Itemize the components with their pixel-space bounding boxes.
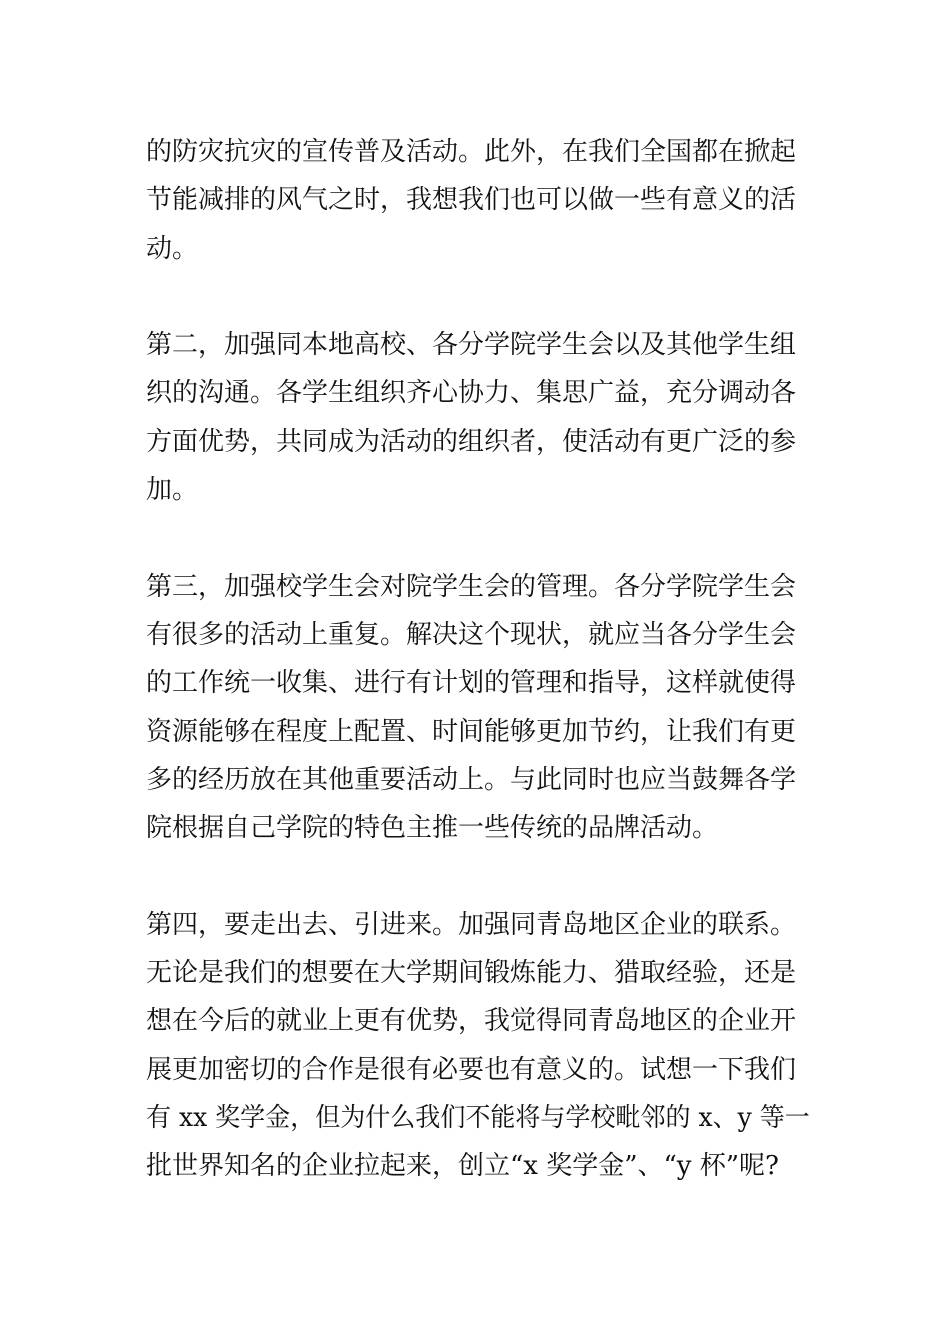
- text-line: 方面优势，共同成为活动的组织者，使活动有更广泛的参: [146, 426, 797, 457]
- text-line: 织的沟通。各学生组织齐心协力、集思广益，充分调动各: [146, 378, 797, 409]
- text-line: 院根据自己学院的特色主推一些传统的品牌活动。: [146, 813, 719, 844]
- text-line: 节能减排的风气之时，我想我们也可以做一些有意义的活: [146, 185, 797, 216]
- text-line: 有很多的活动上重复。解决这个现状，就应当各分学生会: [146, 619, 797, 650]
- text-line: 第三，加强校学生会对院学生会的管理。各分学院学生会: [146, 571, 797, 602]
- text-line: 展更加密切的合作是很有必要也有意义的。试想一下我们: [146, 1054, 797, 1085]
- text-line: 多的经历放在其他重要活动上。与此同时也应当鼓舞各学: [146, 764, 797, 795]
- text-line: 加。: [146, 475, 199, 506]
- text-line: 批世界知名的企业拉起来，创立“x 奖学金”、“y 杯”呢?: [146, 1151, 779, 1182]
- paragraph-4: [146, 901, 810, 1191]
- text-line: 有 xx 奖学金，但为什么我们不能将与学校毗邻的 x、y 等一: [146, 1102, 810, 1133]
- text-line: 第四，要走出去、引进来。加强同青岛地区企业的联系。: [146, 909, 797, 940]
- text-line: 动。: [146, 233, 199, 264]
- text-line: 想在今后的就业上更有优势，我觉得同青岛地区的企业开: [146, 1006, 797, 1037]
- text-line: 无论是我们的想要在大学期间锻炼能力、猎取经验，还是: [146, 958, 797, 989]
- paragraph-3: [146, 563, 810, 853]
- text-line: 第二，加强同本地高校、各分学院学生会以及其他学生组: [146, 330, 797, 361]
- document-body: [146, 128, 810, 1239]
- text-line: 资源能够在程度上配置、时间能够更加节约，让我们有更: [146, 716, 797, 747]
- paragraph-1: [146, 128, 810, 273]
- paragraph-2: [146, 321, 810, 514]
- text-line: 的防灾抗灾的宣传普及活动。此外，在我们全国都在掀起: [146, 137, 797, 167]
- text-line: 的工作统一收集、进行有计划的管理和指导，这样就使得: [146, 668, 797, 699]
